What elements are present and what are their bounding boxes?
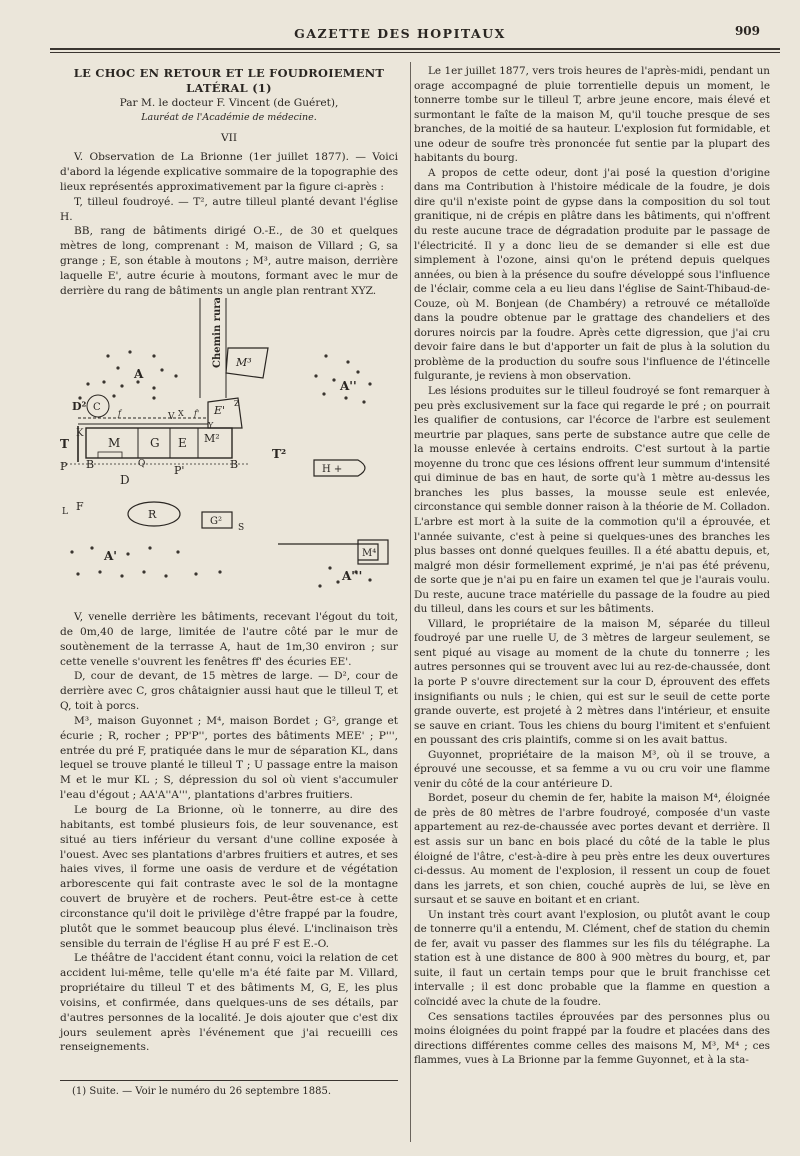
- label-q: Q: [138, 459, 146, 469]
- paragraph: Villard, le propriétaire de la maison M, séparée du tilleul foudroyé par une ruelle U, de 3 mètres de largeur seulement, se sent piqué au visage au moment de la chute du tonnerre ; les autres personnes qui se trouvent avec lui au rez-de-chaussée, dont la porte P s'ouvre directement sur la cour D, éprouvent des effets insignifiants ou nuls ; le chien, qui est sur le seuil de cette porte grande ouverte, est projeté à 2 mètres dans l'intérieur, et ensuite se sauve en criant. Tous les chiens du bourg l'imitent et s'enfuient en poussant des cris plaintifs, comme si on les avait battus.: [414, 617, 770, 747]
- right-paragraphs: [414, 64, 770, 1068]
- header-rule-thin: [50, 52, 780, 53]
- header-rule: [50, 48, 780, 50]
- paragraph: A propos de cette odeur, dont j'ai posé la question d'origine dans ma Contribution à l'histoire médicale de la foudre, je dois dire qu'il n'existe point de gypse dans la composition du sol tout granitique, ni de crépis en plâtre dans les bâtiments, qui n'offrent du reste aucune trace de dégradation produite par le passage de l'électricité. Il y a donc lieu de se demander si elle est due simplement à l'ozone, ainsi qu'on le prétend depuis quelques années, ou bien à la présence du soufre développé sous l'influence de l'éclair, comme cela a eu lieu dans l'église de Saint-Thibaud-de-Couze, où M. Bonjean (de Chambéry) a retrouvé ce métalloïde dans la poudre obtenue par le grattage des chandeliers et des dorures noircis par la foudre. Après cette digression, que j'ai cru devoir faire dans le but d'apporter un fait de plus à la solution du problème de la production du soufre sous l'influence de l'étincelle fulgurante, je reviens à mon observation.: [414, 166, 770, 383]
- paragraph: V. Observation de La Brionne (1er juillet 1877). — Voici d'abord la légende explicative sommaire de la topographie des lieux représentés approximativement par la figure ci-après :: [60, 151, 398, 193]
- plan-svg: [58, 298, 402, 594]
- label-z: Z: [234, 399, 240, 408]
- orchard-a-prime-bottom: [70, 546, 221, 577]
- chestnut-tree-c: [87, 395, 109, 417]
- church-h: [314, 460, 365, 476]
- footnote: (1) Suite. — Voir le numéro du 26 septembre 1885.: [72, 1086, 332, 1097]
- label-b-left: B: [86, 458, 95, 471]
- label-x: X: [178, 409, 184, 418]
- paragraph: Guyonnet, propriétaire de la maison M³, où il se trouve, a éprouvé une secousse, et sa femme a vu ou cru voir une flamme venir du côté de la cour antérieure D.: [414, 748, 770, 790]
- label-d2: D²: [72, 400, 87, 413]
- label-g: G: [150, 436, 160, 450]
- label-b-right: B: [230, 458, 239, 471]
- label-y: Y: [208, 421, 214, 430]
- label-s: S: [238, 523, 245, 533]
- footnote-rule: [60, 1080, 398, 1081]
- label-m3: M³: [236, 356, 252, 369]
- page-number: 909: [734, 24, 760, 38]
- label-f-meadow: F: [76, 500, 84, 513]
- left-column-bottom: [60, 610, 398, 1055]
- paragraph: Le 1er juillet 1877, vers trois heures de l'après-midi, pendant un orage accompagné de pluie torrentielle depuis un moment, le tonnerre tombe sur le tilleul T, arbre jeune encore, mais élevé et surmontant le faîte de la maison M, qu'il touche presque de ses branches, de la moitié de sa hauteur. L'explosion fut formidable, et une odeur de soufre très prononcée fut sentie par la plupart des habitants du bourg.: [414, 65, 770, 165]
- label-v: V: [168, 412, 175, 422]
- paragraph: Le théâtre de l'accident étant connu, voici la relation de cet accident lui-même, telle qu'elle m'a été faite par M. Villard, propriétaire du tilleul T et des bâtiments M, G, E, les plus voisins, et confirmée, dans quelques-uns de ses détails, par d'autres personnes de la localité. Je dois ajouter que c'est dix jours seulement après l'événement que j'ai recueilli ces renseignements.: [60, 952, 398, 1054]
- label-h: H +: [322, 464, 343, 475]
- label-f-prime: f': [194, 409, 200, 418]
- label-f: f: [118, 409, 121, 418]
- paragraph: V, venelle derrière les bâtiments, recevant l'égout du toit, de 0m,40 de large, limitée de l'autre côté par le mur de soutènement de la terrasse A, haut de 1m,30 environ ; sur cette venelle s'ouvrent les fenêtres ff' des écuries EE'.: [60, 611, 398, 668]
- running-title: GAZETTE DES HOPITAUX: [294, 26, 506, 41]
- article-byline: Par M. le docteur F. Vincent (de Guéret),: [119, 96, 339, 109]
- label-a-triple: A''': [342, 569, 363, 583]
- paragraph: Les lésions produites sur le tilleul foudroyé se font remarquer à peu près exclusivement sur la face qui regarde le pré ; on pourrait les qualifier de contusions, car l'écorce de l'arbre est seulement meurtrie par plaques, sans perte de substance autre que celle de la mousse enlevée à certains endroits. C'est surtout à la partie moyenne du tronc que ces lésions offrent leur summum d'intensité qui diminue de bas en haut, de sorte qu'à 1 mètre au-dessus les branches les plus basses, la mousse seule est enlevée, circonstance qui semble donner raison à la théorie de M. Colladon. L'arbre est mort à la suite de la commotion qu'il a éprouvée, et l'année suivante, c'est à peine si quelques-unes des branches les plus basses ont donné quelques feuilles. Il a été abattu depuis, et, malgré mon désir formellement exprimé, je n'ai pas été prévenu, de sorte que je n'ai pu en faire un examen tel que je l'aurais voulu. Du reste, aucune trace matérielle du passage de la foudre au pied du tilleul, dans les cours et sur les bâtiments.: [414, 385, 770, 616]
- column-divider: [410, 62, 411, 1142]
- label-p-prime: P': [174, 464, 185, 477]
- label-t: T: [60, 437, 69, 451]
- label-m2: M²: [204, 432, 220, 445]
- house-m4: [278, 540, 388, 564]
- label-a-double: A'': [340, 379, 357, 393]
- topographic-plan-figure: [58, 298, 402, 594]
- label-r: R: [148, 508, 157, 521]
- label-e: E: [178, 436, 187, 450]
- rock-r: [128, 502, 180, 526]
- barn-g2: [202, 512, 232, 528]
- paragraph: D, cour de devant, de 15 mètres de large. — D², cour de derrière avec C, gros châtaignier aussi haut que le tilleul T, et Q, toit à porcs.: [60, 670, 398, 713]
- label-k: K: [76, 428, 84, 439]
- label-e-prime: E': [214, 404, 226, 417]
- paragraph: Bordet, poseur du chemin de fer, habite la maison M⁴, éloignée de près de 80 mètres de l'arbre foudroyé, composée d'un vaste appartement au rez-de-chaussée avec portes devant et derrière. Il est assis sur un banc en bois placé du côté de la table le plus éloigné de l'âtre, c'est-à-dire à peu près entre les deux ouvertures ci-dessus. Au moment de l'explosion, il ressent un coup de fouet dans les jarrets, et son chien, couché auprès de lui, se lève en sursaut et se sauve en boitant et en criant.: [414, 792, 770, 907]
- paragraph: Ces sensations tactiles éprouvées par des personnes plus ou moins éloignées du point frappé par la foudre et placées dans des directions différentes comme celles des maisons M, M³, M⁴ ; ces flammes, vues à La Brionne par la femme Guyonnet, et à la sta-: [414, 1010, 770, 1067]
- right-column: [414, 64, 770, 1068]
- label-p: P: [60, 460, 68, 473]
- running-header: [0, 24, 800, 44]
- rural-road: [200, 298, 226, 398]
- article-title: LE CHOC EN RETOUR ET LE FOUDROIEMENT LATÉRAL (1): [73, 66, 385, 95]
- label-m4: M⁴: [362, 548, 377, 559]
- left-column-top: [60, 66, 398, 299]
- label-chemin-rural: Chemin rural: [212, 298, 223, 368]
- paragraph: Le bourg de La Brionne, où le tonnerre, au dire des habitants, est tombé plusieurs fois, de leur souvenance, est situé au tiers inférieur du versant d'une colline exposée à l'ouest. Avec ses plantations d'arbres fruitiers et autres, et ses haies vives, il forme une oasis de verdure et de végétation arborescente qui fait contraste avec le sol de la montagne couvert de bruyère et de rochers. Peut-être est-ce à cette circonstance qu'il doit le privilège d'être frappé par la foudre, plutôt que le sommet beaucoup plus élevé. L'inclinaison très sensible du terrain de l'église H au pré F est E.-O.: [60, 803, 398, 950]
- paragraph: T, tilleul foudroyé. — T², autre tilleul planté devant l'église H.: [60, 195, 398, 223]
- label-c: C: [93, 402, 101, 413]
- paragraph: M³, maison Guyonnet ; M⁴, maison Bordet ; G², grange et écurie ; R, rocher ; PP'P'', portes des bâtiments MEE' ; P''', entrée du pré F, pratiquée dans le mur de séparation KL, dans lequel se trouve planté le tilleul T ; U passage entre la maison M et le mur KL ; S, dépression du sol où vient s'accumuler l'eau d'égout ; AA'A''A''', plantations d'arbres fruitiers.: [60, 714, 398, 802]
- building-row-bb: [86, 428, 232, 469]
- label-a-prime: A': [104, 549, 117, 563]
- section-number: VII: [220, 132, 238, 145]
- label-a: A: [134, 367, 144, 381]
- left-top-paragraphs: [60, 150, 398, 298]
- label-l: L: [62, 507, 68, 517]
- label-m: M: [108, 436, 121, 450]
- paragraph: BB, rang de bâtiments dirigé O.-E., de 30 et quelques mètres de long, comprenant : M, maison de Villard ; G, sa grange ; E, son étable à moutons ; M³, autre maison, derrière laquelle E', autre écurie à moutons, formant avec le mur de derrière du rang de bâtiments un angle plan rentrant XYZ.: [60, 225, 398, 297]
- author-affiliation: Lauréat de l'Académie de médecine.: [141, 111, 317, 123]
- house-m3: [226, 348, 268, 378]
- left-bottom-paragraphs: [60, 610, 398, 1055]
- label-d: D: [120, 473, 130, 487]
- label-t2: T²: [272, 447, 287, 461]
- orchard-a-top: [78, 350, 177, 399]
- paragraph: Un instant très court avant l'explosion, ou plutôt avant le coup de tonnerre qu'il a entendu, M. Clément, chef de station du chemin de fer, avait vu passer des flammes sur les fils du télégraphe. La station est à une distance de 800 à 900 mètres du bourg, et, par suite, il faut un certain temps pour que le bruit franchisse cet intervalle ; il est donc probable que la flamme en question a coïncidé avec la chute de la foudre.: [414, 908, 770, 1008]
- label-g2: G²: [210, 516, 222, 527]
